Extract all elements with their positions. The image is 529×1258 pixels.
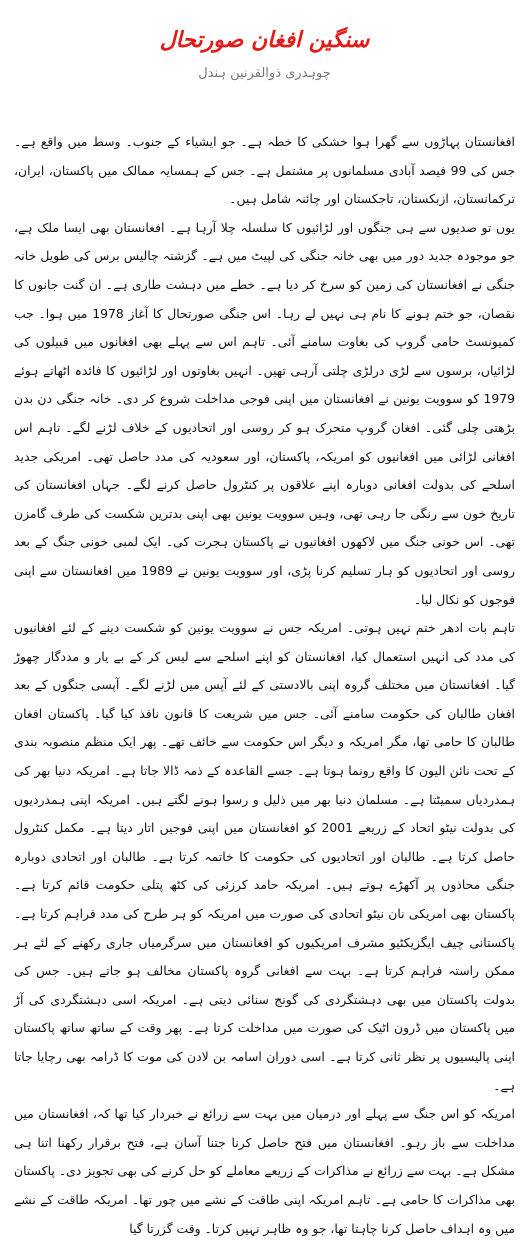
author-byline: چوہدری ذوالقرنین ہندل xyxy=(198,66,331,81)
article-paragraph: تاہم بات ادھر ختم نہیں ہوتی۔ امریکہ جس نے سوویت یونین کو شکست دینے کے لئے افغانیوں کی مدد کی انہیں استعمال کیا، افغانستان کو اپنے اسلحے سے لیس کر کے بے یار و مددگار چھوڑ گیا۔ افغانستان میں مختلف گروہ اپنی بالادستی کے لئے آپس میں لڑنے لگے۔ آپسی جنگوں کے بعد افغان طالبان کی حکومت سامنے آئی۔ جس میں شریعت کا قانون نافذ کیا گیا۔ پاکستان افغان طالبان کا حامی تھا، مگر امریکہ و دیگر اس حکومت سے خائف تھے۔ پھر ایک منظم منصوبہ بندی کے تحت نائن الیون کا واقع رونما ہوتا ہے۔ جسے القاعدہ کے ذمہ ڈالا جاتا ہے۔ امریکہ دنیا بھر کی ہمدردیاں سمیٹتا ہے۔ مسلمان دنیا بھر میں ذلیل و رسوا ہونے لگتے ہیں۔ امریکہ اپنی ہمدردیوں کی بدولت نیٹو اتحاد کے زریعے 2001 کو افغانستان میں اپنی فوجیں اتار دیتا ہے۔ مکمل کنٹرول حاصل کرتا ہے۔ طالبان اور اتحادیوں کی حکومت کا خاتمہ کرتا ہے۔ طالبان اور اتحادی دوبارہ جنگی محاذوں پر آکھڑے ہوتے ہیں۔ امریکہ حامد کرزئی کی کٹھ پتلی حکومت قائم کرتا ہے۔ پاکستان بھی امریکی نان نیٹو اتحادی کی صورت میں امریکہ کو ہر طرح کی مدد فراہم کرتا ہے۔ پاکستانی چیف ایگزیکٹیو مشرف امریکیوں کو افغانستان میں سرگرمیاں جاری رکھنے کے لئے ہر ممکن راستہ فراہم کرتا ہے۔ بہت سے افغانی گروہ پاکستان مخالف ہو جاتے ہیں۔ جس کی بدولت پاکستان میں بھی دہشتگردی کی گونج سنائی دیتی ہے۔ امریکہ اسی دہشتگردی کی آڑ میں پاکستان میں ڈرون اٹیک کی صورت میں مداخلت کرتا ہے۔ پھر وقت کے ساتھ ساتھ پاکستان اپنی پالیسیوں پر نظر ثانی کرتا ہے۔ اسی دوران اسامہ بن لادن کی موت کا ڈرامہ بھی رچایا جاتا ہے۔ xyxy=(14,620,515,1093)
article-paragraph: یوں تو صدیوں سے ہی جنگوں اور لڑائیوں کا سلسلہ چلا آرہا ہے۔ افغانستان بھی ایسا ملک ہے، جو موجودہ جدید دور میں بھی خانہ جنگی کی لپیٹ میں ہے۔ گزشتہ چالیس برس کی طویل خانہ جنگی نے افغانستان کی زمین کو سرخ کر دیا ہے۔ خطے میں دہشت طاری ہے۔ ان گنت جانوں کا نقصان، جو ختم ہونے کا نام ہی نہیں لے رہا۔ اس جنگی صورتحال کا آغاز 1978 میں ہوا۔ جب کمیونسٹ حامی گروپ کی بغاوت سامنے آئی۔ تاہم اس سے پہلے بھی افغانوں میں قبیلوں کی لڑائیاں، برسوں سے لڑی درلڑی چلتی آرہی تھیں۔ انہیں بغاوتوں اور لڑائیوں کا فائدہ اٹھاتے ہوئے 1979 کو سوویت یونین نے افغانستان میں اپنی فوجی مداخلت شروع کر دی۔ خانہ جنگی دن بدن بڑھتی چلی گئی۔ افغان گروپ متحرک ہو کر روسی اور اتحادیوں کے خلاف لڑنے لگے۔ تاہم اس افغانی لڑائی میں افغانیوں کو امریکہ، پاکستان، اور سعودیہ کی مدد حاصل تھی۔ امریکی جدید اسلحے کی بدولت افغانی دوبارہ اپنے علاقوں پر کنٹرول حاصل کرنے لگے۔ جہاں افغانستان کی تاریخ خون سے رنگی جا رہی تھی، وہیں سوویت یونین بھی اپنی بدترین شکست کی طرف گامزن تھی۔ اس خونی جنگ میں لاکھوں افغانیوں نے پاکستان ہجرت کی۔ ایک لمبی خونی جنگ کے بعد روسی اور اتحادیوں کو ہار تسلیم کرنا پڑی، اور سوویت یونین نے 1989 میں افغانستان سے اپنی فوجوں کو نکال لیا۔ xyxy=(14,219,515,607)
article-paragraph: افغانستان پہاڑوں سے گھرا ہوا خشکی کا خطہ ہے۔ جو ایشیاء کے جنوب۔ وسط میں واقع ہے۔ جس کی 99 فیصد آبادی مسلمانوں پر مشتمل ہے۔ جس کے ہمسایہ ممالک میں پاکستان، ایران، ترکمانستان، ازبکستان، تاجکستان اور چائنہ شامل ہیں۔ xyxy=(14,134,515,207)
article-title: سنگین افغان صورتحال xyxy=(159,28,370,53)
article-paragraph: امریکہ کو اس جنگ سے پہلے اور درمیان میں بہت سے زرائع نے خبردار کیا تھا کہ، افغانستان میں مداخلت سے باز رہو۔ افغانستان میں فتح حاصل کرنا جتنا آسان ہے، فتح برقرار رکھنا اتنا ہی مشکل ہے۔ بہت سے زرائع نے مذاکرات کے زریعے معاملے کو حل کرنے کی بھی تجویز دی۔ پاکستان بھی مذاکرات کا حامی ہے۔ تاہم امریکہ اپنی طاقت کے نشے میں چور تھا۔ امریکہ طاقت کے نشے میں وہ اہداف حاصل کرنا چاہتا تھا، جو وہ ظاہر نہیں کرتا۔ وقت گزرتا گیا xyxy=(14,1106,515,1236)
article-body xyxy=(14,128,515,1243)
